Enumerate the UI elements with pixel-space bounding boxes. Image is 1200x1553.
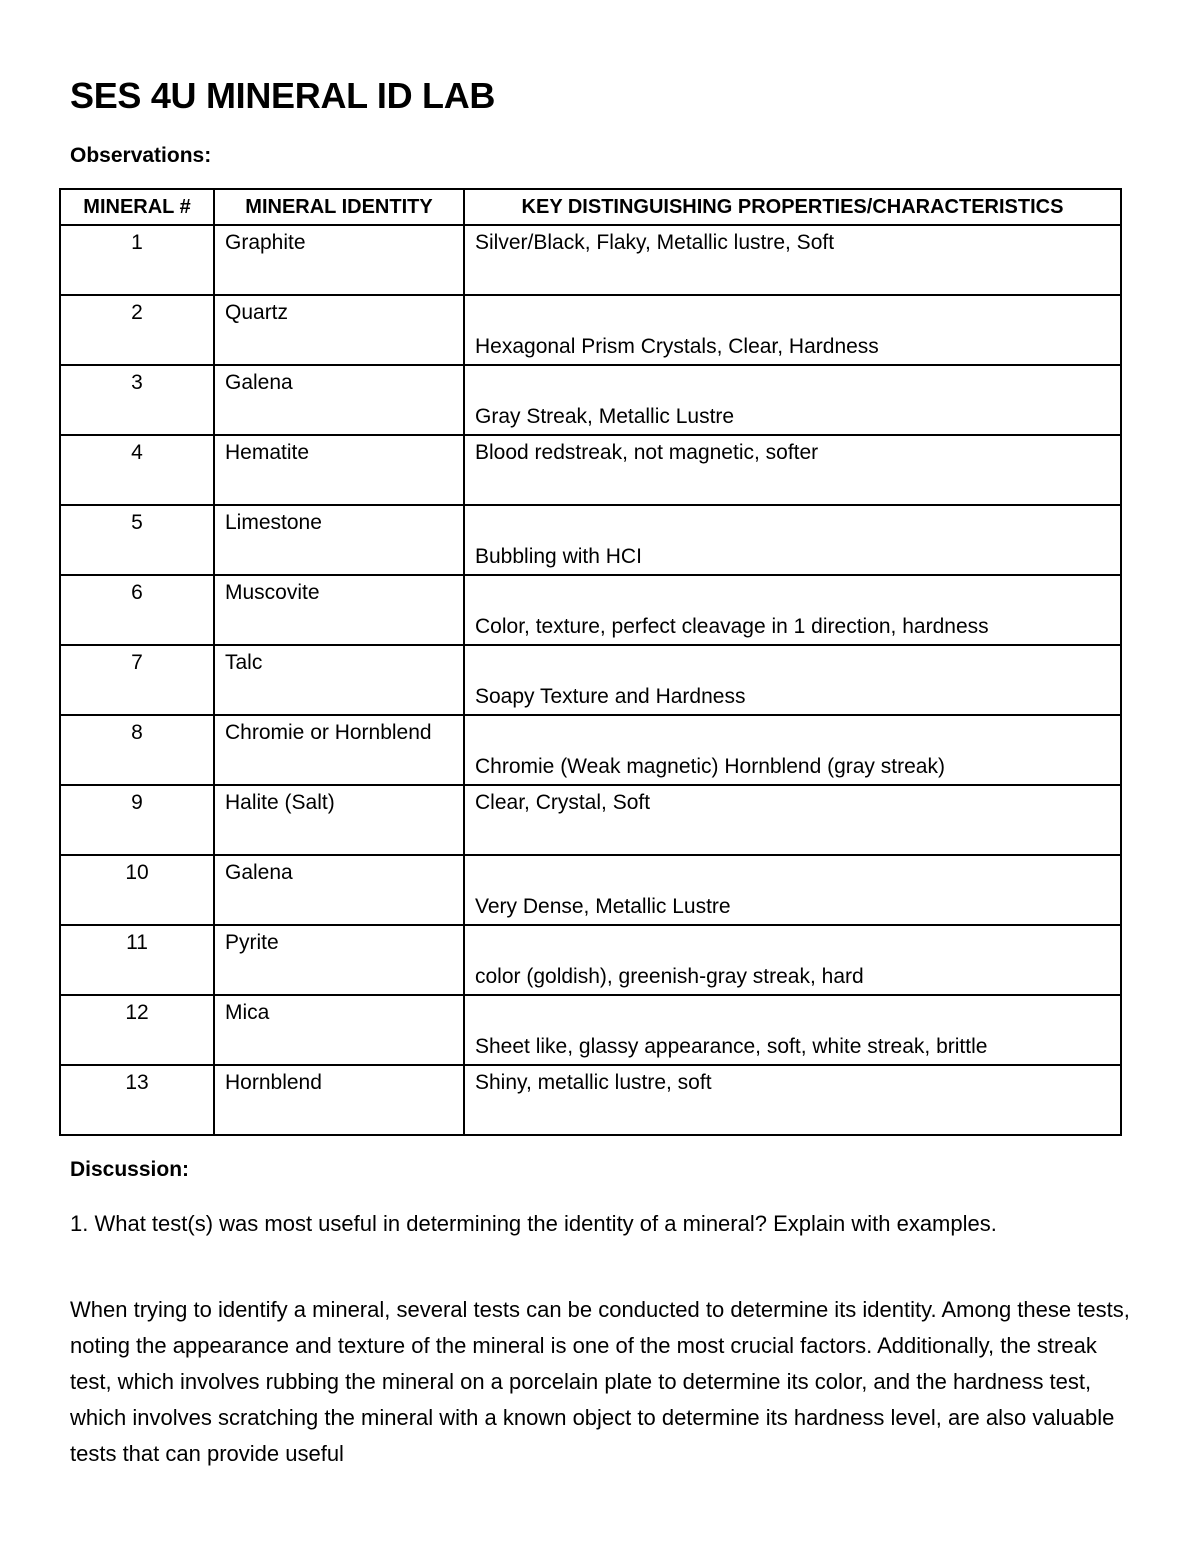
mineral-properties-text [475, 716, 1110, 784]
mineral-properties-label: Very Dense, Metallic Lustre [475, 895, 731, 918]
mineral-properties-cell [464, 295, 1121, 365]
mineral-properties-text [475, 646, 1110, 714]
table-row [60, 645, 1121, 715]
mineral-identity-cell: Limestone [214, 505, 464, 575]
mineral-number-cell: 10 [60, 855, 214, 925]
mineral-identity-cell: Halite (Salt) [214, 785, 464, 855]
mineral-number-cell: 2 [60, 295, 214, 365]
table-row [60, 505, 1121, 575]
header-mineral-number: MINERAL # [60, 189, 214, 225]
mineral-identity-cell: Mica [214, 995, 464, 1065]
mineral-number-cell: 7 [60, 645, 214, 715]
mineral-properties-label: Hexagonal Prism Crystals, Clear, Hardness [475, 335, 879, 358]
mineral-identity-cell: Galena [214, 365, 464, 435]
mineral-number-cell: 3 [60, 365, 214, 435]
mineral-properties-label: color (goldish), greenish-gray streak, hard [475, 965, 864, 988]
table-row [60, 925, 1121, 995]
mineral-properties-text [475, 786, 1110, 854]
mineral-identity-cell: Pyrite [214, 925, 464, 995]
mineral-properties-label: Sheet like, glassy appearance, soft, white streak, brittle [475, 1035, 988, 1058]
mineral-properties-label: Soapy Texture and Hardness [475, 685, 746, 708]
mineral-properties-text [475, 296, 1110, 364]
mineral-identity-cell: Muscovite [214, 575, 464, 645]
mineral-properties-text [475, 856, 1110, 924]
mineral-properties-cell [464, 785, 1121, 855]
mineral-properties-label: Gray Streak, Metallic Lustre [475, 405, 735, 428]
table-row [60, 995, 1121, 1065]
observations-table [59, 188, 1122, 1136]
table-row [60, 435, 1121, 505]
mineral-properties-label: Color, texture, perfect cleavage in 1 direction, hardness [475, 615, 989, 638]
mineral-number-cell: 8 [60, 715, 214, 785]
mineral-properties-label: Chromie (Weak magnetic) Hornblend (gray streak) [475, 755, 945, 778]
table-header-row [60, 189, 1121, 225]
mineral-properties-label: Bubbling with HCI [475, 545, 642, 568]
mineral-properties-label: Clear, Crystal, Soft [475, 791, 651, 814]
mineral-identity-cell: Hematite [214, 435, 464, 505]
mineral-properties-cell [464, 995, 1121, 1065]
document-title: SES 4U MINERAL ID LAB [70, 75, 496, 116]
mineral-properties-text [475, 226, 1110, 294]
mineral-number-cell: 4 [60, 435, 214, 505]
mineral-properties-cell [464, 925, 1121, 995]
mineral-properties-cell [464, 365, 1121, 435]
table-row [60, 295, 1121, 365]
table-row [60, 575, 1121, 645]
mineral-properties-text [475, 366, 1110, 434]
header-mineral-identity: MINERAL IDENTITY [214, 189, 464, 225]
mineral-identity-cell: Hornblend [214, 1065, 464, 1135]
mineral-number-cell: 5 [60, 505, 214, 575]
mineral-properties-cell [464, 855, 1121, 925]
discussion-answer-1: When trying to identify a mineral, several tests can be conducted to determine its identity. Among these tests, noting the appearance and texture of the mineral is one of the most crucial factors. Additionally, the streak test, which involves rubbing the mineral on a porcelain plate to determine its color, and the hardness test, which involves scratching the mineral with a known object to determine its hardness level, are also valuable tests that can provide useful [70, 1297, 1130, 1466]
mineral-properties-cell [464, 1065, 1121, 1135]
mineral-properties-cell [464, 645, 1121, 715]
mineral-identity-cell: Galena [214, 855, 464, 925]
mineral-properties-label: Shiny, metallic lustre, soft [475, 1071, 712, 1094]
mineral-properties-cell [464, 575, 1121, 645]
mineral-properties-label: Blood redstreak, not magnetic, softer [475, 441, 819, 464]
table-row [60, 225, 1121, 295]
table-row [60, 1065, 1121, 1135]
mineral-properties-text [475, 506, 1110, 574]
table-row [60, 715, 1121, 785]
mineral-number-cell: 13 [60, 1065, 214, 1135]
mineral-properties-text [475, 996, 1110, 1064]
mineral-properties-text [475, 436, 1110, 504]
mineral-identity-cell: Talc [214, 645, 464, 715]
observations-heading: Observations: [70, 144, 212, 167]
mineral-number-cell: 11 [60, 925, 214, 995]
discussion-heading: Discussion: [70, 1158, 190, 1181]
table-row [60, 855, 1121, 925]
observations-table-body [60, 225, 1121, 1135]
mineral-properties-cell [464, 505, 1121, 575]
mineral-properties-cell [464, 225, 1121, 295]
discussion-question-1: 1. What test(s) was most useful in determining the identity of a mineral? Explain with examples. [70, 1211, 997, 1236]
mineral-identity-cell: Chromie or Hornblend [214, 715, 464, 785]
mineral-properties-label: Silver/Black, Flaky, Metallic lustre, Soft [475, 231, 835, 254]
header-key-properties: KEY DISTINGUISHING PROPERTIES/CHARACTERISTICS [464, 189, 1121, 225]
mineral-number-cell: 6 [60, 575, 214, 645]
mineral-properties-text [475, 576, 1110, 644]
mineral-properties-text [475, 926, 1110, 994]
table-row [60, 785, 1121, 855]
mineral-identity-cell: Quartz [214, 295, 464, 365]
mineral-number-cell: 1 [60, 225, 214, 295]
table-row [60, 365, 1121, 435]
mineral-properties-cell [464, 715, 1121, 785]
mineral-identity-cell: Graphite [214, 225, 464, 295]
mineral-properties-cell [464, 435, 1121, 505]
mineral-properties-text [475, 1066, 1110, 1134]
mineral-number-cell: 12 [60, 995, 214, 1065]
mineral-number-cell: 9 [60, 785, 214, 855]
